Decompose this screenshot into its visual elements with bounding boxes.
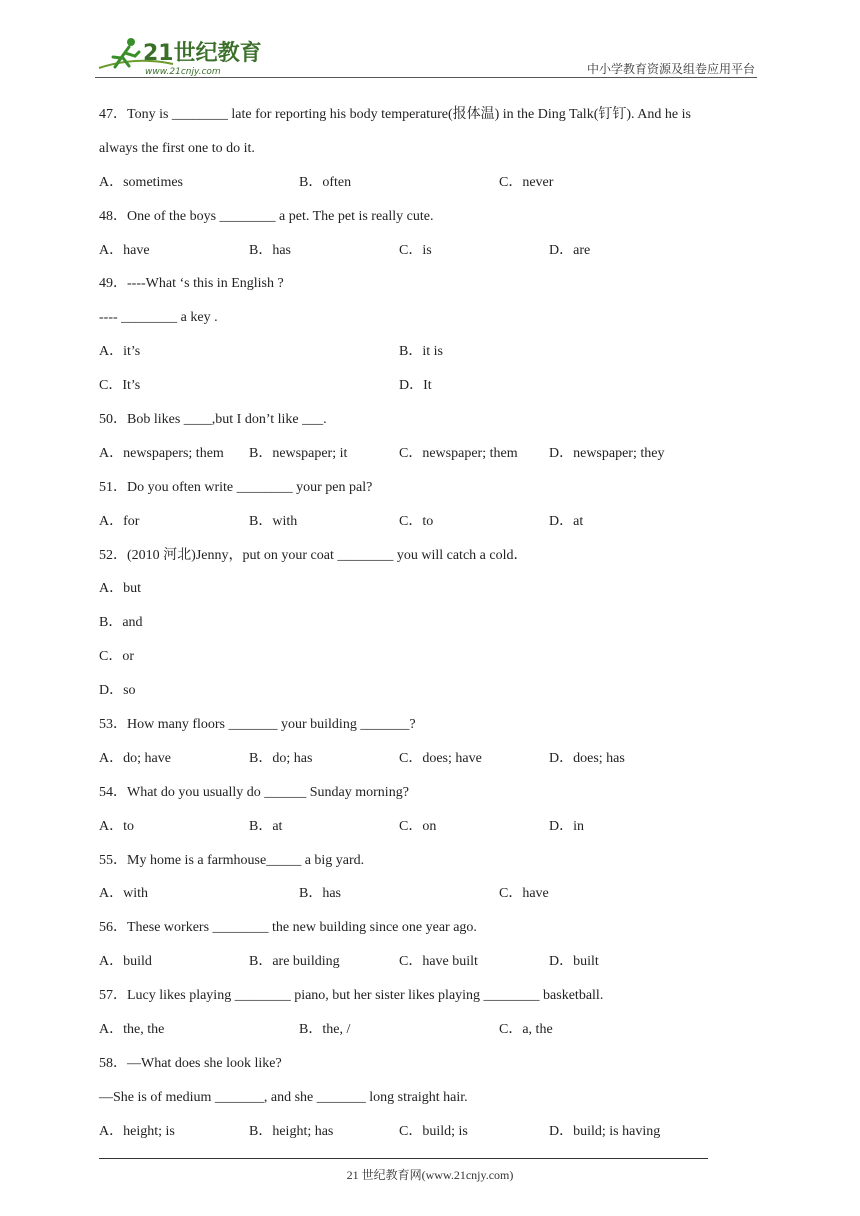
- option-row: [99, 742, 759, 776]
- answer-option[interactable]: A．build: [99, 954, 152, 970]
- header-divider: [95, 77, 757, 78]
- answer-option[interactable]: A．have: [99, 242, 150, 258]
- answer-option[interactable]: B．it is: [399, 344, 443, 360]
- question-stem-continued: ---- ________ a key .: [99, 310, 218, 326]
- question-item: [99, 776, 759, 844]
- answer-option[interactable]: A．to: [99, 818, 134, 834]
- answer-option[interactable]: C．have built: [399, 954, 478, 970]
- answer-option[interactable]: B．at: [249, 818, 283, 834]
- question-stem: 54．What do you usually do ______ Sunday morning?: [99, 784, 409, 800]
- answer-option[interactable]: A．do; have: [99, 750, 171, 766]
- question-list: [99, 98, 759, 1149]
- option-row: [99, 606, 759, 640]
- question-item: [99, 98, 759, 200]
- question-item: [99, 708, 759, 776]
- answer-option[interactable]: A．with: [99, 886, 148, 902]
- answer-option[interactable]: A．the, the: [99, 1022, 165, 1038]
- answer-option[interactable]: B．newspaper; it: [249, 445, 348, 461]
- answer-option[interactable]: B．often: [299, 174, 352, 190]
- answer-option[interactable]: A．sometimes: [99, 174, 183, 190]
- question-stem: 48．One of the boys ________ a pet. The pet is really cute.: [99, 208, 434, 224]
- answer-option[interactable]: B．are building: [249, 954, 340, 970]
- question-item: [99, 471, 759, 539]
- answer-option[interactable]: D．at: [549, 513, 584, 529]
- footer-text: 21 世纪教育网(www.21cnjy.com): [346, 1168, 514, 1182]
- option-row: [99, 1115, 759, 1149]
- answer-option[interactable]: B．has: [249, 242, 291, 258]
- answer-option[interactable]: C．build; is: [399, 1123, 468, 1139]
- question-stem: 52．(2010 河北)Jenny，put on your coat ________ you will catch a cold．: [99, 547, 528, 563]
- answer-option[interactable]: D．in: [549, 818, 584, 834]
- answer-option[interactable]: C．to: [399, 513, 434, 529]
- question-stem: 57．Lucy likes playing ________ piano, but her sister likes playing ________ basketball.: [99, 988, 604, 1004]
- option-row: [99, 234, 759, 268]
- svg-text:www.21cnjy.com: www.21cnjy.com: [145, 67, 221, 76]
- page-header: [95, 30, 757, 80]
- option-row: [99, 166, 759, 200]
- answer-option[interactable]: D．does; has: [549, 750, 625, 766]
- option-row: [99, 505, 759, 539]
- answer-option[interactable]: A．for: [99, 513, 140, 529]
- answer-option[interactable]: B．has: [299, 886, 341, 902]
- answer-option[interactable]: C．have: [499, 886, 549, 902]
- question-item: [99, 200, 759, 268]
- runner-icon: [95, 34, 265, 76]
- option-row: [99, 1013, 759, 1047]
- question-item: [99, 403, 759, 471]
- option-row: [99, 945, 759, 979]
- question-item: [99, 979, 759, 1047]
- question-stem: 49．----What ‘s this in English ?: [99, 276, 284, 292]
- answer-option[interactable]: C．never: [499, 174, 554, 190]
- answer-option[interactable]: C．or: [99, 649, 134, 665]
- question-item: [99, 911, 759, 979]
- answer-option[interactable]: D．newspaper; they: [549, 445, 665, 461]
- answer-option[interactable]: B．do; has: [249, 750, 313, 766]
- option-row: [99, 572, 759, 606]
- answer-option[interactable]: A．but: [99, 581, 141, 597]
- answer-option[interactable]: D．It: [399, 378, 432, 394]
- question-item: [99, 1047, 759, 1149]
- question-stem-continued: always the first one to do it.: [99, 140, 255, 156]
- question-stem: 53．How many floors _______ your building _______?: [99, 717, 416, 733]
- option-row: [99, 674, 759, 708]
- svg-text:21世纪教育: 21世纪教育: [143, 41, 262, 66]
- question-stem-continued: —She is of medium _______, and she _______ long straight hair.: [99, 1089, 468, 1105]
- header-platform-text: 中小学教育资源及组卷应用平台: [586, 62, 755, 76]
- answer-option[interactable]: C．is: [399, 242, 432, 258]
- answer-option[interactable]: B．and: [99, 615, 143, 631]
- answer-option[interactable]: C．on: [399, 818, 437, 834]
- answer-option[interactable]: C．a, the: [499, 1022, 553, 1038]
- answer-option[interactable]: A．newspapers; them: [99, 445, 224, 461]
- answer-option[interactable]: D．build; is having: [549, 1123, 661, 1139]
- answer-option[interactable]: D．are: [549, 242, 591, 258]
- logo: [95, 34, 265, 76]
- answer-option[interactable]: A．it’s: [99, 344, 141, 360]
- option-row: [99, 877, 759, 911]
- footer-divider: [99, 1158, 708, 1159]
- option-row: [99, 640, 759, 674]
- option-row: [99, 335, 759, 369]
- question-item: [99, 844, 759, 912]
- answer-option[interactable]: B．height; has: [249, 1123, 334, 1139]
- answer-option[interactable]: D．so: [99, 683, 136, 699]
- question-stem: 50．Bob likes ____,but I don’t like ___.: [99, 412, 327, 428]
- answer-option[interactable]: B．with: [249, 513, 298, 529]
- question-stem: 51．Do you often write ________ your pen pal?: [99, 479, 373, 495]
- option-row: [99, 810, 759, 844]
- question-stem: 56．These workers ________ the new building since one year ago.: [99, 920, 477, 936]
- answer-option[interactable]: A．height; is: [99, 1123, 175, 1139]
- answer-option[interactable]: B．the, /: [299, 1022, 351, 1038]
- question-item: [99, 539, 759, 708]
- answer-option[interactable]: C．does; have: [399, 750, 482, 766]
- question-stem: 55．My home is a farmhouse_____ a big yard.: [99, 852, 365, 868]
- question-stem: 47．Tony is ________ late for reporting his body temperature(报体温) in the Ding Talk(钉钉). And he is: [99, 107, 691, 122]
- option-row: [99, 437, 759, 471]
- answer-option[interactable]: C．newspaper; them: [399, 445, 518, 461]
- question-stem: 58．—What does she look like?: [99, 1055, 282, 1071]
- option-row: [99, 369, 759, 403]
- answer-option[interactable]: C．It’s: [99, 378, 141, 394]
- question-item: [99, 267, 759, 403]
- answer-option[interactable]: D．built: [549, 954, 599, 970]
